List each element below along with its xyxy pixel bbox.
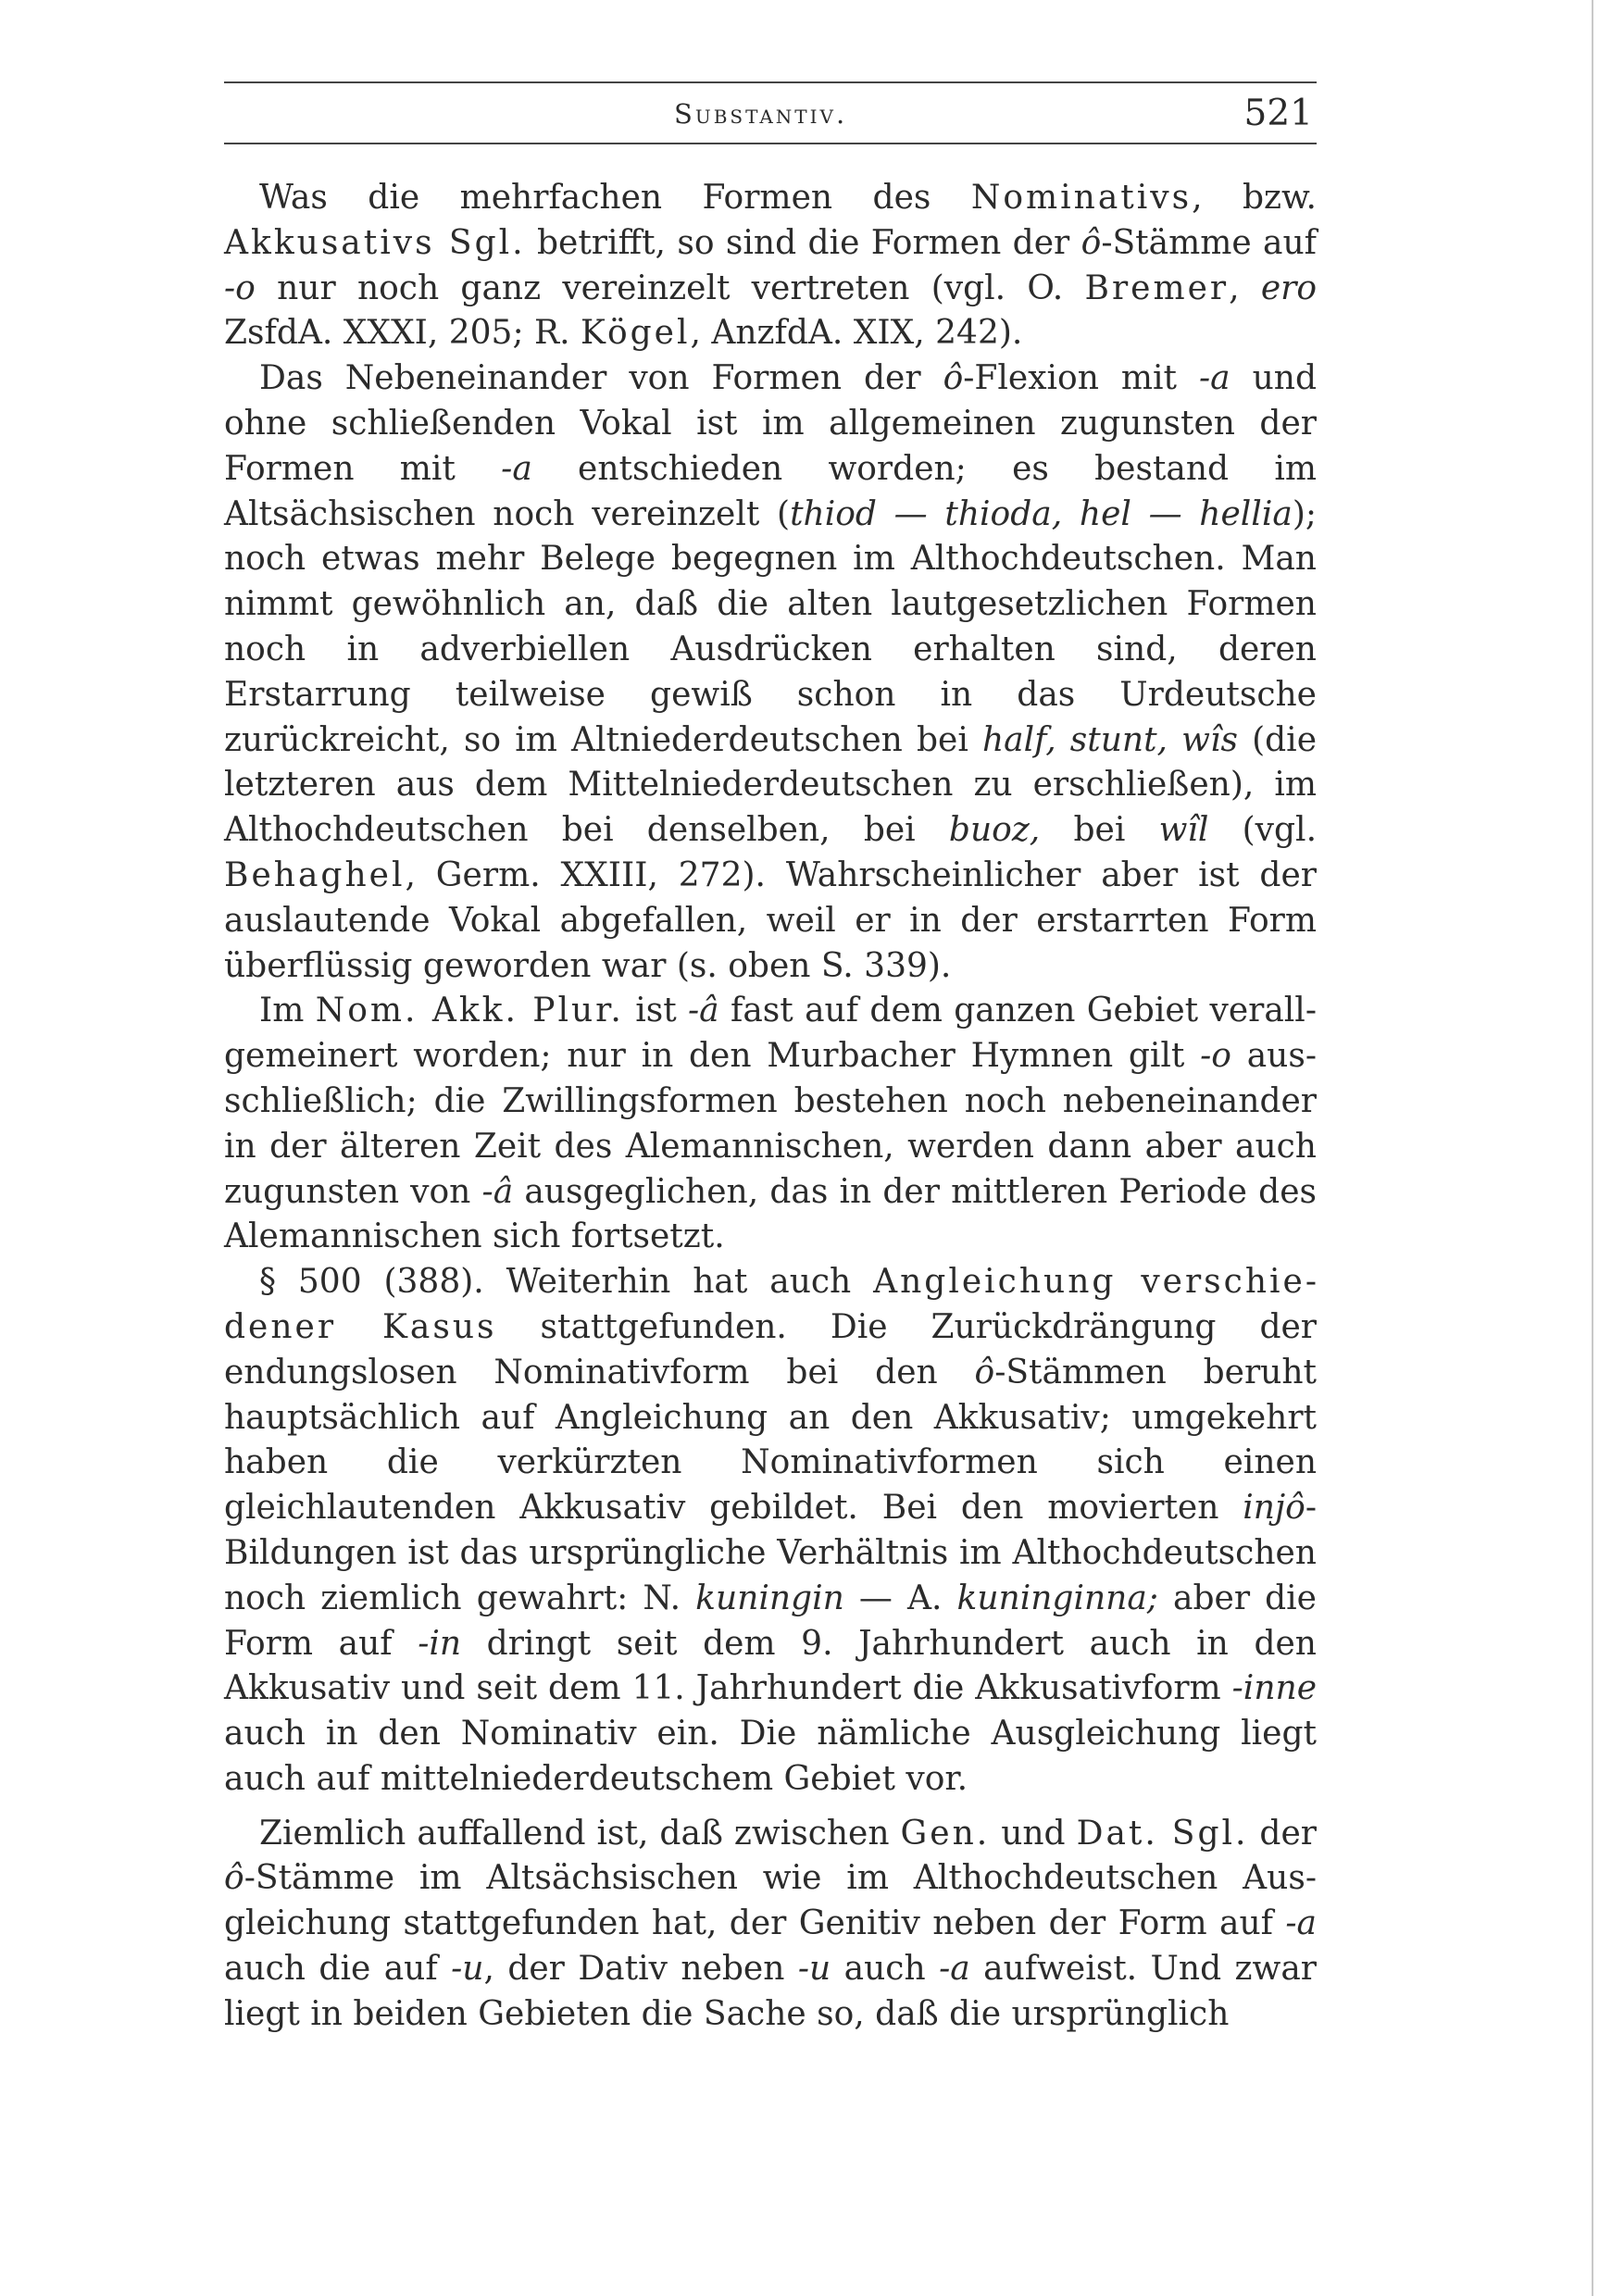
- italic-form: -a: [1285, 1904, 1317, 1943]
- text-run: dringt seit dem 9. Jahrhundert auch in den Akkusativ und seit dem 11. Jahrhundert die Akkusativform: [224, 1624, 1317, 1708]
- paragraph-5: [224, 1812, 1317, 2038]
- page-number: 521: [1243, 93, 1313, 134]
- text-run: nur noch ganz vereinzelt vertreten (vgl. O.: [255, 268, 1085, 307]
- text-run: und: [990, 1814, 1077, 1853]
- text-run: -Stämmen beruht hauptsächlich auf Angleichung an den Akkusativ; umgekehrt haben die verkürzten Nominativformen sich einen gleichlautenden Akkusativ gebildet. Bei den movierten: [224, 1353, 1318, 1528]
- text-run: und ohne schließenden Vokal ist im allgemeinen zugunsten der Formen mit: [224, 359, 1318, 488]
- italic-form: -a: [939, 1950, 970, 1989]
- text-run: auch: [831, 1950, 940, 1989]
- paragraph-3: [224, 989, 1317, 1260]
- spaced-term: Nom. Akk. Plur.: [315, 992, 624, 1030]
- text-run: , AnzfdA. XIX, 242).: [690, 314, 1023, 353]
- italic-form: ero: [1260, 268, 1317, 307]
- running-header: [224, 74, 1317, 146]
- text-run: (vgl.: [1208, 811, 1318, 850]
- text-run: aufweist. Und zwar liegt in beiden Gebieten die Sache so, daß die ursprünglich: [224, 1950, 1317, 2033]
- italic-form: ô: [974, 1353, 995, 1391]
- page-edge: [1592, 0, 1593, 2296]
- italic-form: -â: [688, 992, 719, 1030]
- italic-form: -a: [501, 449, 532, 488]
- spaced-term: Dat. Sgl.: [1076, 1814, 1249, 1853]
- italic-form: -u: [797, 1950, 831, 1989]
- italic-form: -â: [481, 1172, 514, 1211]
- text-run: der: [1248, 1814, 1317, 1853]
- text-run: -Stämme im Altsächsischen wie im Althochdeutschen Ausgleichung stattgefunden hat, der Genitiv neben der Form auf: [224, 1859, 1317, 1943]
- text-run: -Stämme auf: [1101, 223, 1318, 262]
- header-rule-top: [224, 81, 1317, 83]
- italic-form: ô: [943, 359, 964, 398]
- italic-form: kuninginna;: [956, 1578, 1158, 1617]
- italic-form: -o: [1200, 1037, 1231, 1076]
- text-run: , bzw.: [1192, 179, 1317, 217]
- text-run: betrifft, so sind die Formen der: [525, 223, 1081, 262]
- text-run: ZsfdA. XXXI, 205; R.: [224, 314, 581, 353]
- paragraph-2: [224, 356, 1317, 989]
- paragraph-4: [224, 1260, 1317, 1803]
- text-run: -Bildungen ist das ursprüngliche Verhältnis im Althochdeutschen noch ziemlich gewahrt: N.: [224, 1489, 1317, 1617]
- text-run: Das Nebeneinander von Formen der: [259, 359, 943, 398]
- italic-form: -inne: [1231, 1669, 1317, 1708]
- text-run: -Flexion mit: [963, 359, 1199, 398]
- text-run: (die letzteren aus dem Mittelniederdeutschen zu erschließen), im Althochdeutschen bei denselben, bei: [224, 720, 1317, 850]
- author-name: Kögel: [581, 314, 691, 353]
- author-name: Behaghel: [224, 855, 406, 894]
- text-run: bei: [1040, 811, 1159, 850]
- text-run: aber die Form auf: [224, 1578, 1317, 1663]
- text-run: Was die mehrfachen Formen des: [259, 179, 971, 217]
- text-run: ,: [1229, 268, 1261, 307]
- header-rule-bottom: [224, 143, 1317, 144]
- text-run: ausschließlich; die Zwillingsformen bestehen noch nebeneinander in der älteren Zeit des Alemannischen, werden dann aber auch zugunsten von: [224, 1037, 1317, 1211]
- text-run: ausgeglichen, das in der mittleren Periode des Alemannischen sich fortsetzt.: [224, 1172, 1317, 1256]
- paragraph-1: [224, 176, 1317, 356]
- text-run: § 500 (388). Weiterhin hat auch: [259, 1263, 874, 1302]
- italic-form: -in: [418, 1624, 462, 1663]
- spaced-term: Gen.: [900, 1814, 991, 1853]
- text-run: stattgefunden. Die Zurückdrängung der endungslosen Nominativform bei den: [224, 1307, 1318, 1391]
- text-run: auch die auf: [224, 1950, 452, 1989]
- text-run: fast auf dem ganzen Gebiet verallgemeinert worden; nur in den Murbacher Hymnen gilt: [224, 992, 1317, 1076]
- italic-form: buoz,: [948, 811, 1041, 850]
- text-run: Ziemlich auffallend ist, daß zwischen: [259, 1814, 901, 1853]
- running-title: Substantiv.: [674, 98, 848, 130]
- italic-form: wîl: [1158, 811, 1209, 850]
- text-run: ); noch etwas mehr Belege begegnen im Althochdeutschen. Man nimmt gewöhnlich an, daß die alten lautgesetzlichen Formen noch in adverbiellen Ausdrücken erhalten sind, deren Erstarrung teilweise gewiß schon in das Urdeutsche zurückreicht, so im Altniederdeutschen bei: [224, 494, 1317, 759]
- text-run: , der Dativ neben: [483, 1950, 798, 1989]
- italic-form: ô: [224, 1859, 244, 1898]
- italic-form: ô: [1081, 223, 1102, 262]
- spaced-term: Akkusativs Sgl.: [224, 223, 526, 262]
- spaced-term: Angleichung verschiedener Kasus: [224, 1263, 1317, 1346]
- text-run: — A.: [843, 1578, 957, 1617]
- italic-form: half, stunt, wîs: [982, 720, 1238, 759]
- body-text: [224, 176, 1317, 2038]
- italic-form: thiod — thioda, hel — hellia: [790, 494, 1293, 533]
- italic-form: -a: [1198, 359, 1230, 398]
- text-run: ist: [623, 992, 689, 1030]
- italic-form: -u: [451, 1950, 484, 1989]
- author-name: Bremer: [1084, 268, 1230, 307]
- text-run: , Germ. XXIII, 272). Wahrscheinlicher aber ist der auslautende Vokal abgefallen, weil er in der erstarrten Form überflüssig geworden war (s. oben S. 339).: [224, 855, 1317, 985]
- text-run: Im: [259, 992, 316, 1030]
- spaced-term: Nominativs: [970, 179, 1193, 217]
- text-run: entschieden worden; es bestand im Altsächsischen noch vereinzelt (: [224, 449, 1317, 533]
- italic-form: kuningin: [695, 1578, 844, 1617]
- text-run: auch in den Nominativ ein. Die nämliche Ausgleichung liegt auch auf mittelniederdeutschem Gebiet vor.: [224, 1715, 1317, 1798]
- italic-form: -o: [224, 268, 256, 307]
- italic-form: injô: [1243, 1489, 1305, 1528]
